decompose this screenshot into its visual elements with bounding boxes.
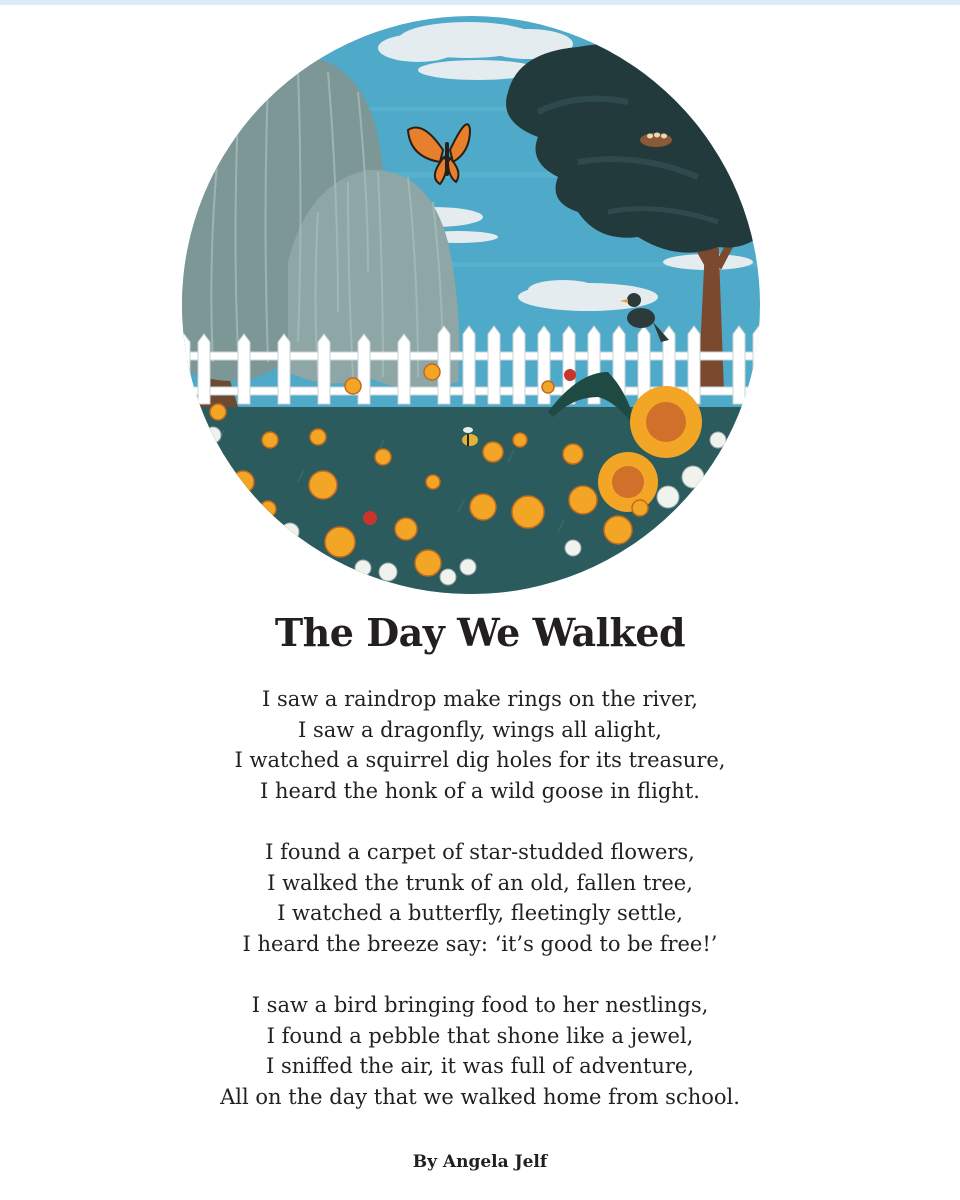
- top-border-strip: [0, 0, 960, 5]
- poem-line: I saw a raindrop make rings on the river,: [262, 687, 698, 711]
- stanza-3: [0, 990, 960, 1112]
- poem-illustration: [178, 12, 764, 598]
- stanza-2: [0, 837, 960, 959]
- poem-line: I heard the honk of a wild goose in flight.: [260, 778, 700, 803]
- author-byline: By Angela Jelf: [412, 1152, 548, 1172]
- poem-line: I walked the trunk of an old, fallen tree,: [267, 870, 693, 895]
- poem-line: I found a carpet of star-studded flowers,: [265, 840, 695, 864]
- red-flower: [363, 511, 377, 525]
- poem-line: I found a pebble that shone like a jewel,: [266, 1023, 694, 1048]
- poem-line: I heard the breeze say: ‘it’s good to be free!’: [242, 931, 718, 956]
- ladybird: [564, 369, 576, 381]
- poem-line: I saw a dragonfly, wings all alight,: [298, 717, 662, 742]
- poem-line: I saw a bird bringing food to her nestlings,: [251, 993, 709, 1017]
- poem-line: All on the day that we walked home from school.: [220, 1084, 740, 1109]
- poem-line: I watched a butterfly, fleetingly settle,: [277, 901, 683, 925]
- poem-body: [0, 684, 960, 1143]
- poem-title: The Day We Walked: [274, 610, 686, 655]
- poem-line: I watched a squirrel dig holes for its treasure,: [234, 748, 726, 772]
- stanza-1: [0, 684, 960, 806]
- poem-line: I sniffed the air, it was full of adventure,: [266, 1054, 694, 1078]
